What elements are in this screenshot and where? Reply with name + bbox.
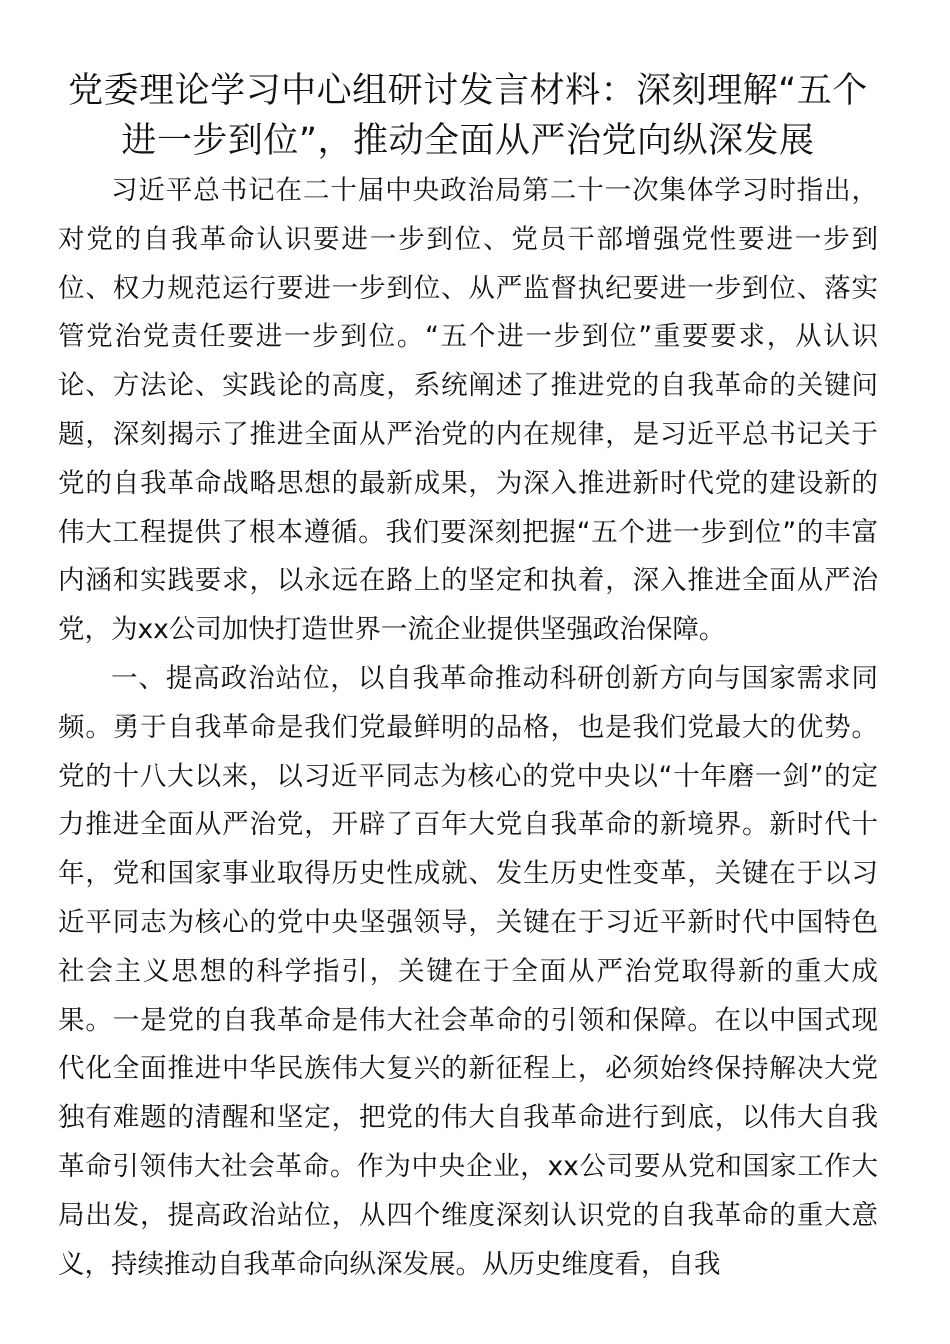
section-one-body: 勇于自我革命是我们党最鲜明的品格，也是我们党最大的优势。党的十八大以来，以习近平同志为核心的党中央以“十年磨一剑”的定力推进全面从严治党，开辟了百年大党自我革命的新境界。新时代十年，党和国家事业取得历史性成就、发生历史性变革，关键在于以习近平同志为核心的党中央坚强领导，关键在于习近平新时代中国特色社会主义思想的科学指引，关键在于全面从严治党取得新的重大成果。一是党的自我革命是伟大社会革命的引领和保障。在以中国式现代化全面推进中华民族伟大复兴的新征程上，必须始终保持解决大党独有难题的清醒和坚定，把党的伟大自我革命进行到底，以伟大自我革命引领伟大社会革命。作为中央企业，xx公司要从党和国家工作大局出发，提高政治站位，从四个维度深刻认识党的自我革命的重大意义，持续推动自我革命向纵深发展。从历史维度看，自我 <box>58 711 879 1280</box>
intro-paragraph: 习近平总书记在二十届中央政治局第二十一次集体学习时指出，对党的自我革命认识要进一步到位、党员干部增强党性要进一步到位、权力规范运行要进一步到位、从严监督执纪要进一步到位、落实管党治党责任要进一步到位。“五个进一步到位”重要要求，从认识论、方法论、实践论的高度，系统阐述了推进党的自我革命的关键问题，深刻揭示了推进全面从严治党的内在规律，是习近平总书记关于党的自我革命战略思想的最新成果，为深入推进新时代党的建设新的伟大工程提供了根本遵循。我们要深刻把握“五个进一步到位”的丰富内涵和实践要求，以永远在路上的坚定和执着，深入推进全面从严治党，为xx公司加快打造世界一流企业提供坚强政治保障。 <box>58 175 878 646</box>
title-line-1: 党委理论学习中心组研讨发言材料：深刻理解“五个 <box>68 71 868 111</box>
section-one-heading: 一、提高政治站位，以自我革命推动科研创新方向与国家需求同频。 <box>58 662 878 743</box>
section-one-paragraph <box>58 655 878 1289</box>
title-line-2: 进一步到位”，推动全面从严治党向纵深发展 <box>121 121 815 161</box>
document-title <box>58 66 878 166</box>
